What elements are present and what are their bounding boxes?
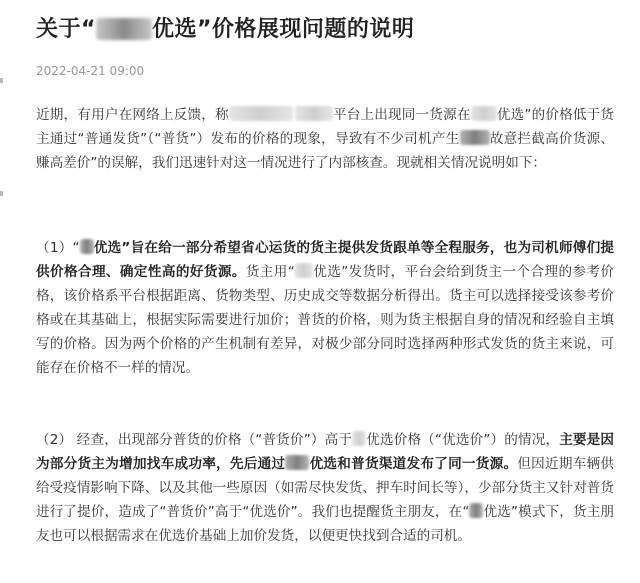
- p1-text-4: 故意拦截高价货源、赚高差价”的误解，我们迅速针对这一情况进行了内部核查。现就相关情况说明如下：: [36, 131, 614, 171]
- title-suffix: 优选”价格展现问题的说明: [151, 17, 415, 42]
- redacted-name: [229, 106, 293, 121]
- redacted-brand: [80, 239, 94, 254]
- redacted-brand: [460, 130, 490, 145]
- p2-text-3: 优选”发货时，平台会给到货主一个合理的参考价格，该价格系平台根据距离、货物类型、历史成交等数据分析得出。货主可以选择接受该参考价格或在其基础上，根据实际需要进行加价；普货的价格，则为货主根据自身的情况和经验自主填写的价格。因为两个价格的产生机制有差异，对极少部分同时选择两种形式发货的货主来说，可能存在价格不一样的情况。: [36, 264, 615, 376]
- publish-date: 2022-04-21 09:00: [36, 64, 145, 78]
- p3-text-3: 但因近期车辆供给受疫情影响下降、以及其他一些原因（如需尽快发货、押车时间长等），少部分货主又针对普货进行了提价，造成了“普货价”高于“优选价”。我们也提醒货主朋友，在“: [36, 456, 615, 520]
- paragraph-point-2: [36, 428, 614, 548]
- article-title: [36, 12, 414, 43]
- p2-bold-1: 优选”旨在给一部分希望省心运货的货主提供发货跟单等全程服务，也为司机师傅们提供价格合理、确定性高的好货源。: [36, 240, 614, 280]
- paragraph-point-1: [36, 236, 614, 380]
- redacted-brand: [295, 263, 313, 278]
- edge-marker: [0, 191, 3, 196]
- redacted-brand: [96, 18, 152, 40]
- p1-text-1: 近期，有用户在网络上反馈，称: [36, 107, 229, 123]
- redacted-name: [295, 106, 333, 121]
- p1-text-3: 优选”的价格低于货主通过“普通发货”（“普货”）发布的价格的现象，导致有不少司机产生: [36, 107, 615, 147]
- redacted-brand: [285, 455, 309, 470]
- redacted-brand: [471, 106, 497, 121]
- edge-marker: [0, 78, 3, 83]
- p3-text-1: （2） 经查，出现部分普货的价格（“普货价”）高于: [36, 432, 353, 448]
- p3-text-2: 优选价格（“优选价”）的情况，: [366, 432, 560, 448]
- title-prefix: 关于“: [36, 17, 96, 42]
- redacted-brand: [352, 431, 366, 446]
- p1-text-2: 平台上出现同一货源在: [332, 107, 471, 123]
- p3-text-4: 优选”模式下，货主朋友也可以根据需求在优选价基础上加价发货，以便更快找到合适的司机。: [36, 504, 614, 544]
- p3-bold-1: 主要是因为部分货主为增加找车成功率，先后通过: [36, 432, 614, 472]
- redacted-brand: [469, 503, 483, 518]
- p2-text-2: 货主用“: [245, 264, 295, 280]
- p3-bold-2: 优选和普货渠道发布了同一货源。: [309, 456, 518, 472]
- p2-text-1: （1）“: [36, 240, 80, 256]
- paragraph-intro: [36, 103, 614, 175]
